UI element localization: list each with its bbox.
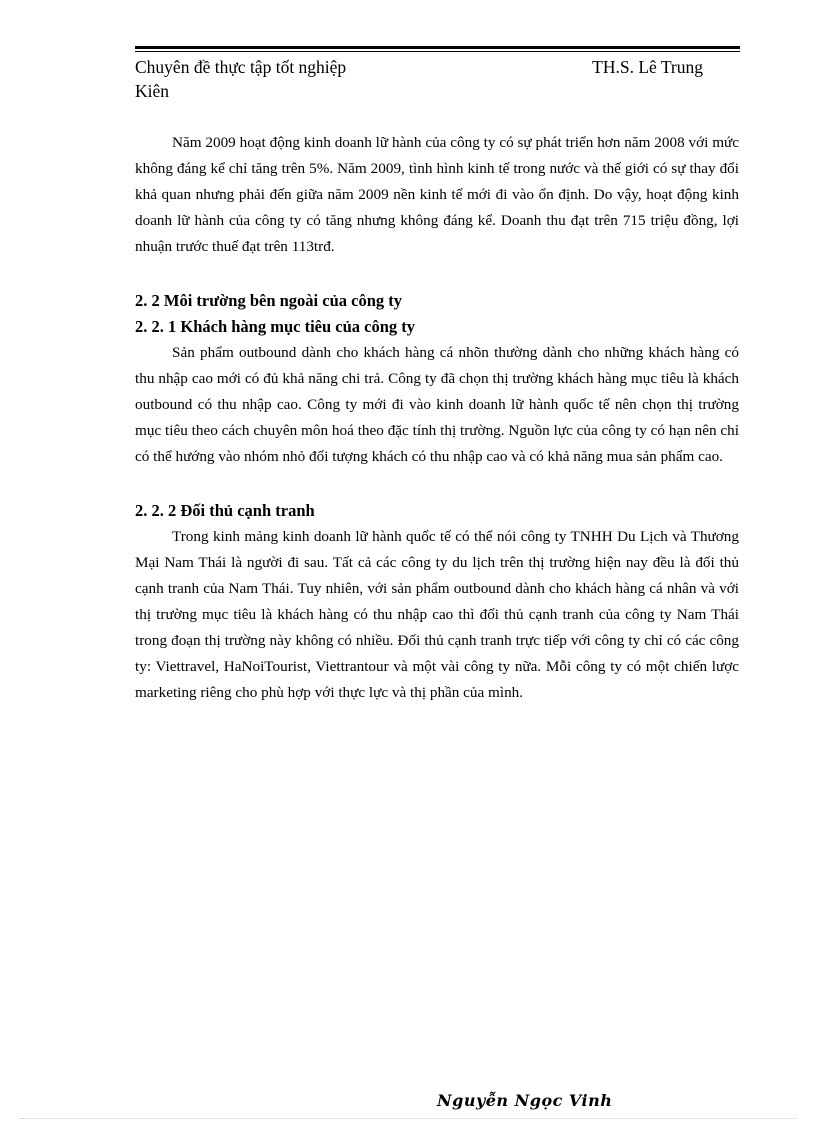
document-body <box>135 130 739 706</box>
section-2-2-1-heading: 2. 2. 1 Khách hàng mục tiêu của công ty <box>135 317 416 336</box>
header-rule-thick <box>135 46 740 49</box>
header-title: Chuyên đề thực tập tốt nghiệp <box>135 57 347 77</box>
header-author: TH.S. Lê Trung <box>592 57 703 77</box>
header-rule-thin <box>135 51 740 52</box>
section-2-2-2-paragraph: Trong kinh mảng kinh doanh lữ hành quốc tế có thể nói công ty TNHH Du Lịch và Thương Mại Nam Thái là người đi sau. Tất cả các công ty du lịch trên thị trường hiện nay đều là đối thủ cạnh tranh của Nam Thái. Tuy nhiên, với sản phẩm outbound dành cho khách hàng cá nhân và với thị trường mục tiêu là khách hàng có thu nhập cao thì đối thủ cạnh tranh của công ty Nam Thái trong đoạn thị trường này không có nhiều. Đối thủ cạnh tranh trực tiếp với công ty chỉ có các công ty: Viettravel, HaNoiTourist, Viettrantour và một vài công ty nữa. Mỗi công ty có một chiến lược marketing riêng cho phù hợp với thực lực và thị phần của mình. <box>135 528 739 701</box>
footer-dotted-line <box>20 1118 796 1119</box>
footer-signature: Nguyễn Ngọc Vinh <box>437 1091 613 1110</box>
intro-paragraph: Năm 2009 hoạt động kinh doanh lữ hành của công ty có sự phát triển hơn năm 2008 với mức không đáng kể chỉ tăng trên 5%. Năm 2009, tình hình kinh tế trong nước và thế giới có sự thay đổi khả quan nhưng phải đến giữa năm 2009 nền kinh tế mới đi vào ổn định. Do vậy, hoạt động kinh doanh lữ hành của công ty có tăng nhưng không đáng kể. Doanh thu đạt trên 715 triệu đồng, lợi nhuận trước thuế đạt trên 113trđ. <box>135 134 739 255</box>
section-2-2-heading: 2. 2 Môi trường bên ngoài của công ty <box>135 291 402 310</box>
page-header <box>135 55 740 103</box>
section-2-2-2-heading: 2. 2. 2 Đối thủ cạnh tranh <box>135 501 315 520</box>
header-author-continuation: Kiên <box>135 81 170 101</box>
section-2-2-1-paragraph: Sản phẩm outbound dành cho khách hàng cá nhõn thường dành cho những khách hàng có thu nhập cao mới có đủ khả năng chi trả. Công ty đã chọn thị trường khách hàng mục tiêu là khách outbound có thu nhập cao. Công ty mới đi vào kinh doanh lữ hành quốc tế nên chọn thị trường mục tiêu theo cách chuyên môn hoá theo đặc tính thị trường. Nguồn lực của công ty có hạn nên chỉ có thể hướng vào nhóm nhỏ đối tượng khách có thu nhập cao và có khả năng mua sản phẩm cao. <box>135 344 739 465</box>
